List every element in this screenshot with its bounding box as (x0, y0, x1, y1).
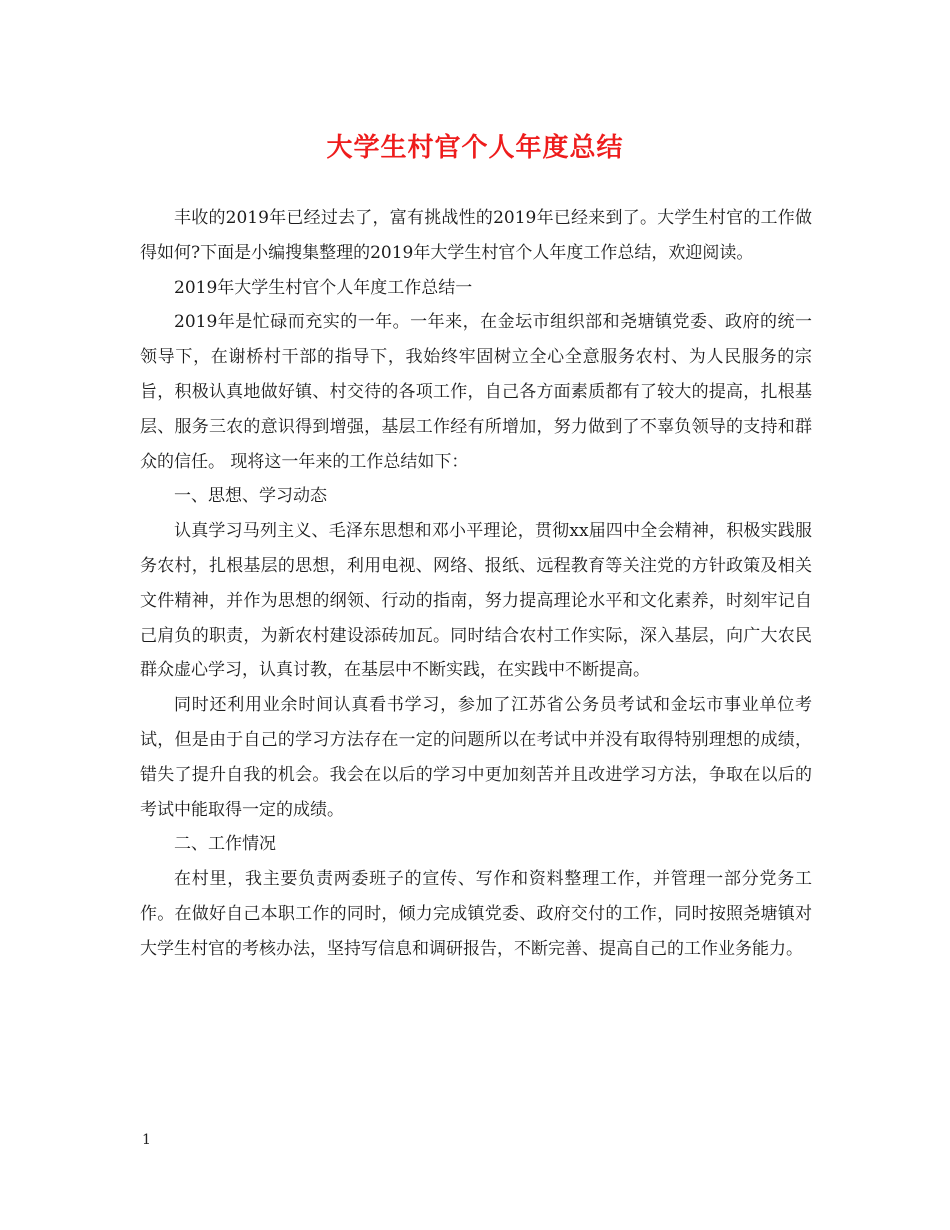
section-heading-work: 二、工作情况 (174, 834, 276, 855)
paragraph-exams: 同时还利用业余时间认真看书学习，参加了江苏省公务员考试和金坛市事业单位考试，但是由于自己的学习方法存在一定的问题所以在考试中并没有取得特别理想的成绩，错失了提升自我的机会。我会在以后的学习中更加刻苦并且改进学习方法，争取在以后的考试中能取得一定的成绩。 (140, 695, 812, 820)
page-number: 1 (142, 1132, 151, 1148)
paragraph-work: 在村里，我主要负责两委班子的宣传、写作和资料整理工作，并管理一部分党务工作。在做好自己本职工作的同时，倾力完成镇党委、政府交付的工作，同时按照尧塘镇对大学生村官的考核办法，坚持写信息和调研报告，不断完善、提高自己的工作业务能力。 (140, 869, 812, 959)
document-title: 大学生村官个人年度总结 (326, 133, 624, 163)
paragraph-thought-study: 认真学习马列主义、毛泽东思想和邓小平理论，贯彻xx届四中全会精神，积极实践服务农村，扎根基层的思想，利用电视、网络、报纸、远程教育等关注党的方针政策及相关文件精神，并作为思想的纲领、行动的指南，努力提高理论水平和文化素养，时刻牢记自己肩负的职责，为新农村建设添砖加瓦。同时结合农村工作实际，深入基层，向广大农民群众虚心学习，认真讨教，在基层中不断实践，在实践中不断提高。 (140, 521, 812, 681)
paragraph-overview: 2019年是忙碌而充实的一年。一年来，在金坛市组织部和尧塘镇党委、政府的统一领导下，在谢桥村干部的指导下，我始终牢固树立全心全意服务农村、为人民服务的宗旨，积极认真地做好镇、村交待的各项工作，自己各方面素质都有了较大的提高，扎根基层、服务三农的意识得到增强，基层工作经有所增加，努力做到了不辜负领导的支持和群众的信任。 现将这一年来的工作总结如下： (140, 312, 812, 472)
paragraph-subtitle: 2019年大学生村官个人年度工作总结一 (174, 277, 473, 298)
section-heading-thought-study: 一、思想、学习动态 (174, 486, 327, 507)
document-body (140, 201, 812, 967)
paragraph-intro: 丰收的2019年已经过去了，富有挑战性的2019年已经来到了。大学生村官的工作做得如何?下面是小编搜集整理的2019年大学生村官个人年度工作总结，欢迎阅读。 (140, 208, 812, 263)
